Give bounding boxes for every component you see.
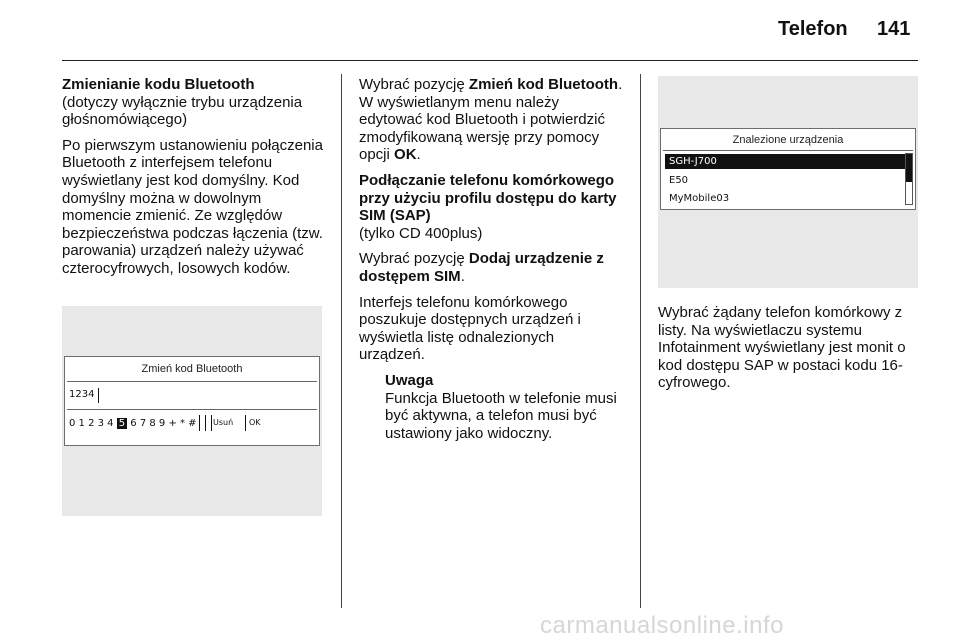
- text-cursor: [98, 388, 99, 403]
- column-divider-1: [341, 74, 342, 608]
- devices-screen-rule: [663, 150, 913, 151]
- devices-screen-title: Znalezione urządzenia: [732, 134, 844, 146]
- keypad: [69, 418, 197, 429]
- scrollbar-thumb[interactable]: [906, 154, 912, 182]
- watermark: carmanualsonline.info: [540, 612, 784, 639]
- bluetooth-code-paragraph: Po pierwszym ustanowieniu połączenia Bluetooth z interfejsem telefonu wyświetlany jest kod domyślny. Kod domyślny można w dowolnym momencie zmienić. Ze względów bezpieczeństwa podczas łączenia (tzw. parowania) urządzeń należy używać czterocyfrowych, losowych kodów.: [62, 136, 323, 277]
- note-text: Funkcja Bluetooth w telefonie musi być aktywna, a telefon musi być ustawiony jako widoczny.: [385, 389, 617, 442]
- code-value: 1234: [69, 389, 95, 400]
- device-item[interactable]: MyMobile03: [669, 193, 730, 204]
- page-section-title: Telefon: [778, 18, 848, 40]
- page-number: 141: [877, 18, 911, 40]
- change-code-instruction: Wybrać pozycję Zmień kod Bluetooth. W wyświetlanym menu należy edytować kod Bluetooth i potwierdzić zmodyfikowaną wersję przy pomocy opcji OK.: [359, 76, 623, 164]
- left-column: [62, 76, 330, 286]
- select-phone-paragraph: Wybrać żądany telefon komórkowy z listy. Na wyświetlaczu systemu Infotainment wyświetlany jest monit o kod dostępu SAP w postaci kodu 16-cyfrowego.: [658, 304, 906, 392]
- column-divider-2: [640, 74, 641, 608]
- code-screen-rule: [67, 381, 317, 382]
- keypad-keys-after[interactable]: 6 7 8 9 + * #: [130, 418, 197, 429]
- bluetooth-code-heading: Zmienianie kodu Bluetooth: [62, 76, 255, 93]
- right-column: [658, 304, 920, 400]
- device-item-selected[interactable]: SGH-J700: [665, 154, 905, 169]
- keypad-separator-3: [211, 415, 212, 431]
- keypad-separator-1: [199, 415, 200, 431]
- keypad-keys-before[interactable]: 0 1 2 3 4: [69, 418, 114, 429]
- note-block: [385, 372, 623, 442]
- code-screen-title: Zmień kod Bluetooth: [141, 363, 243, 375]
- sap-instruction: Wybrać pozycję Dodaj urządzenie z dostępem SIM.: [359, 250, 604, 285]
- sap-heading: Podłączanie telefonu komórkowego przy użyciu profilu dostępu do karty SIM (SAP): [359, 171, 617, 225]
- devices-screen: [660, 128, 916, 210]
- header-rule: [62, 60, 918, 61]
- keypad-key-selected[interactable]: 5: [118, 418, 126, 429]
- code-screen-rule-2: [67, 409, 317, 410]
- bluetooth-code-screenshot: [62, 306, 322, 516]
- note-title: Uwaga: [385, 371, 434, 389]
- bluetooth-code-subheading: (dotyczy wyłącznie trybu urządzenia głośnomówiącego): [62, 93, 303, 129]
- sap-subheading: (tylko CD 400plus): [359, 224, 483, 242]
- ok-button[interactable]: OK: [249, 418, 261, 427]
- keypad-separator-4: [245, 415, 246, 431]
- keypad-separator-2: [205, 415, 206, 431]
- code-screen: [64, 356, 320, 446]
- devices-scrollbar[interactable]: [905, 153, 913, 205]
- found-devices-screenshot: [658, 76, 918, 288]
- middle-column: [359, 76, 623, 450]
- device-item[interactable]: E50: [669, 175, 689, 186]
- delete-button[interactable]: Usuń: [213, 418, 234, 427]
- search-paragraph: Interfejs telefonu komórkowego poszukuje dostępnych urządzeń i wyświetla listę odnalezionych urządzeń.: [359, 293, 581, 364]
